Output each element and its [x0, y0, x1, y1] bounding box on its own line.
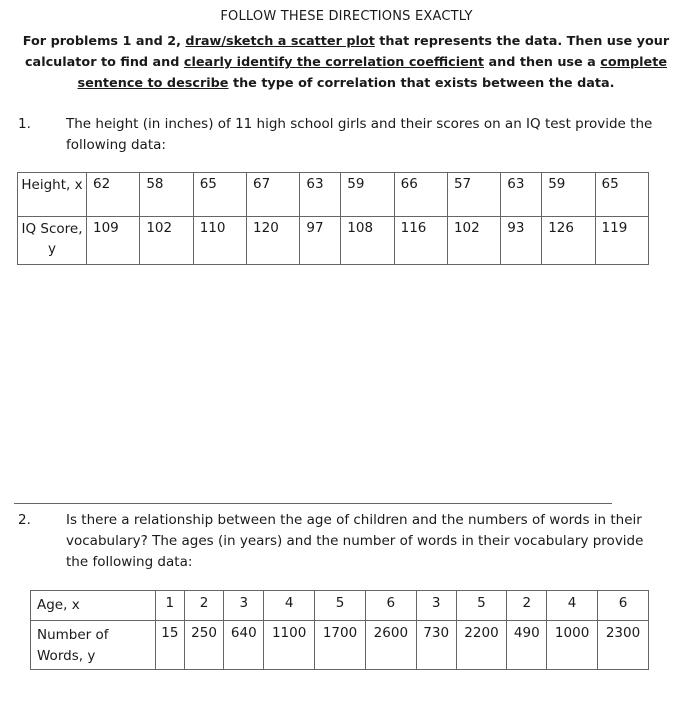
problem-1-text: The height (in inches) of 11 high school girls and their scores on an IQ test provide the following data: [66, 116, 653, 153]
row-label-number-of-words: Number of Words, y [31, 621, 156, 670]
directions-text-3: and then use a [484, 55, 601, 70]
table-cell: 109 [87, 217, 140, 265]
table-cell: 5 [456, 591, 507, 621]
table-cell: 2 [184, 591, 224, 621]
table-cell: 116 [394, 217, 447, 265]
table-cell: 65 [595, 173, 648, 217]
problem-1-number: 1. [18, 116, 31, 132]
directions-text-4: the type of correlation that exists between the data. [228, 76, 615, 91]
directions-underline-scatter: draw/sketch a scatter plot [185, 34, 375, 49]
row-label-height: Height, x [18, 173, 87, 217]
directions-underline-sentence: complete sentence to describe [77, 55, 668, 91]
table-cell: 119 [595, 217, 648, 265]
table-cell: 67 [247, 173, 300, 217]
table-cell: 490 [507, 621, 547, 670]
directions-text-2: that represents the data. Then use your calculator to find and [24, 34, 670, 70]
table-cell: 65 [193, 173, 246, 217]
table-cell: 1100 [264, 621, 315, 670]
table-cell: 93 [501, 217, 542, 265]
problem-1-table [17, 172, 649, 265]
directions-underline-correlation: clearly identify the correlation coefficient [183, 55, 485, 70]
table-cell: 58 [140, 173, 193, 217]
table-cell: 5 [315, 591, 366, 621]
table-cell: 126 [542, 217, 595, 265]
row-label-iq-score: IQ Score, y [18, 217, 87, 265]
table-cell: 15 [156, 621, 185, 670]
table-cell: 2 [507, 591, 547, 621]
table-cell: 57 [447, 173, 500, 217]
table-cell: 102 [447, 217, 500, 265]
table-cell: 250 [184, 621, 224, 670]
table-cell: 640 [224, 621, 264, 670]
table-cell: 62 [87, 173, 140, 217]
table-cell: 102 [140, 217, 193, 265]
problem-1-x-row [18, 173, 649, 217]
table-cell: 730 [416, 621, 456, 670]
table-cell: 3 [416, 591, 456, 621]
table-cell: 6 [365, 591, 416, 621]
table-cell: 2300 [598, 621, 649, 670]
table-cell: 97 [300, 217, 341, 265]
section-divider [14, 503, 612, 504]
table-cell: 2200 [456, 621, 507, 670]
table-cell: 108 [341, 217, 394, 265]
table-cell: 1700 [315, 621, 366, 670]
problem-2-table [30, 590, 649, 670]
problem-2-x-row [31, 591, 649, 621]
page-title: FOLLOW THESE DIRECTIONS EXACTLY [220, 9, 473, 24]
table-cell: 66 [394, 173, 447, 217]
table-cell: 1000 [547, 621, 598, 670]
table-cell: 4 [264, 591, 315, 621]
problem-2-number: 2. [18, 512, 31, 528]
problem-1-y-row [18, 217, 649, 265]
table-cell: 63 [501, 173, 542, 217]
table-cell: 63 [300, 173, 341, 217]
table-cell: 6 [598, 591, 649, 621]
table-cell: 4 [547, 591, 598, 621]
problem-2-y-row [31, 621, 649, 670]
directions-paragraph [14, 31, 678, 94]
table-cell: 59 [542, 173, 595, 217]
directions-text-1: For problems 1 and 2, [22, 34, 186, 49]
row-label-age: Age, x [31, 591, 156, 621]
problem-2-text: Is there a relationship between the age of children and the numbers of words in their vocabulary? The ages (in years) and the number of words in their vocabulary provide the following data: [66, 512, 644, 570]
table-cell: 3 [224, 591, 264, 621]
table-cell: 1 [156, 591, 185, 621]
table-cell: 120 [247, 217, 300, 265]
table-cell: 2600 [365, 621, 416, 670]
table-cell: 59 [341, 173, 394, 217]
table-cell: 110 [193, 217, 246, 265]
